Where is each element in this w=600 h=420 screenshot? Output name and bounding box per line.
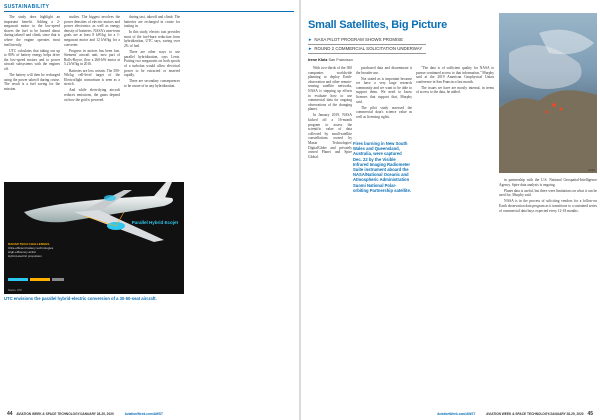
footer-url[interactable]: AviationWeek.com/AWST [437, 412, 476, 416]
left-column-6 [4, 310, 184, 408]
fire-spot-shape [546, 111, 549, 114]
right-footer [437, 411, 596, 417]
deck-bullet: ► ROUND 2 COMMERCIAL SOLICITATION UNDERWAY [308, 45, 426, 54]
left-footer [4, 411, 163, 417]
left-column-1 [4, 15, 60, 180]
footer-url[interactable]: AviationWeek.com/AWST [124, 412, 163, 416]
key-swatch [52, 278, 64, 281]
parallel-hybrid-figure [4, 182, 184, 294]
body-paragraph: There are secondary consequences to be aware of in any hybridization. [124, 79, 180, 88]
body-paragraph: The study does highlight an important benefit. Adding a 2-megawatt motor to the low-speed shaves the fuel to be burned about during takeoff and climb, since that is where the engine operates most inefficiently. [4, 15, 60, 47]
left-column-3 [188, 182, 296, 408]
left-column-2 [64, 15, 120, 180]
fire-spot-shape [560, 108, 563, 111]
photo-credit: NASA [588, 169, 595, 172]
fire-spot-shape [552, 103, 556, 107]
right-page [300, 0, 600, 420]
body-paragraph: Batteries are less certain. The 500-Wh/kg cell-level target of the Electroflight consortium is seen as a stretch. [64, 68, 120, 87]
body-paragraph: The issues we have are mostly internal, in terms of access to the data, he added. [416, 85, 494, 95]
figure-source: Source: UTC [8, 289, 22, 292]
body-paragraph: The battery will then be recharged using the power takeoff during cruise. The result is a fuel saving for the mission. [4, 73, 60, 91]
right-column-5 [356, 200, 412, 406]
left-column-4 [124, 15, 180, 180]
deck-bullets [308, 36, 426, 54]
body-paragraph: There are other ways to use parallel hybridization, says Lents. Putting two megawatts on both spools of a turbofan would allow electrical power to be extracted or inserted rapidly. [124, 50, 180, 78]
body-paragraph: Not stated as is important because we have a very large research community and we want to be able to support them. We need to know licenses that support that, Murphy said. [356, 76, 412, 104]
body-paragraph: Progress in motors has been fast. Siemens' aircraft unit, now part of Rolls-Royce, flew a 260-kW motor at 5.2 kW/kg in 2016. [64, 48, 120, 67]
legend-line: High-efficiency airfoil [8, 250, 36, 254]
energy-key-graphic [8, 276, 66, 288]
body-paragraph: NASA is in the process of soliciting vendors for a follow-on Earth observation data program as it transitions to a sustained series of commercial data buys expected every 12-18 months. [499, 199, 597, 213]
body-paragraph: "The data is of sufficient quality for NASA to pursue continued access to that information," Murphy said at the 2019 American Geophysical Union conference in San Francisco last month. [416, 66, 494, 84]
article-headline: Small Satellites, Big Picture [308, 19, 448, 31]
section-label: SUSTAINABILITY [4, 4, 50, 10]
body-paragraph: The pilot study assessed the commercial data's science value as well as licensing rights. [356, 105, 412, 119]
body-paragraph: In January 2019, NASA kicked off a 16-month program to assess the scientific value of data collected by small-satellite constellations owned by Maxar Technologies' DigitalGlobe and privately owned Planet and Spire Global. [308, 113, 352, 159]
figure-caption: UTC envisions the parallel hybrid-electric conversion of a 30-50-seat aircraft. [4, 296, 157, 301]
right-column-1 [308, 66, 352, 406]
body-paragraph: Planet data is useful, but there were limitations on what it can be used for, Murphy said. [499, 188, 597, 198]
deck-bullet: ► NASA PILOT PROGRAM SHOWS PROMISE [308, 36, 426, 45]
body-paragraph: studies. The biggest involves the power densities of electric motors and power electronics as well as energy density of batteries. NASA's near-term goals are at least 8 kW/kg for a 1-megawatt motor and 12 kW/kg for a converter. [64, 15, 120, 47]
publication-line: AVIATION WEEK & SPACE TECHNOLOGY/JANUARY 28-29, 2020 [16, 412, 114, 416]
figure-title: Parallel Hybrid Ecojet [131, 220, 178, 225]
byline [308, 58, 353, 62]
legend-title: RADAR TECH CHALLENGES [8, 242, 50, 246]
body-paragraph: in partnership with the U.S. National Geospatial-Intelligence Agency. Spire data analysis is ongoing. [499, 178, 597, 187]
triangle-icon: ► [308, 46, 313, 51]
engine-shape [104, 195, 116, 201]
body-paragraph: purchased data and disseminate it the broader use. [356, 66, 412, 75]
page-number: 45 [587, 411, 593, 417]
body-paragraph: In this study, electric taxi provides most of the fuel-burn reduction from hybridization, UTC says, saving over 2% of fuel. [124, 30, 180, 49]
land-shape [499, 90, 597, 173]
key-swatch [8, 278, 28, 281]
body-paragraph: UTC calculates that taking out up to 80% of battery energy helps drive the low-speed motors and to power aircraft subsystems with the engines off. [4, 48, 60, 72]
top-rule [4, 11, 294, 12]
satellite-photo [499, 13, 597, 173]
page-number: 44 [7, 411, 13, 417]
left-column-5 [188, 15, 296, 180]
body-paragraph: And while electrifying aircraft reduces emissions, the gains depend on how the grid is powered. [64, 88, 120, 102]
body-paragraph: during taxi, takeoff and climb. The batteries are recharged in cruise for taxiing in. [124, 15, 180, 29]
body-paragraph: With two-thirds of the 300 companies worldwide planning to deploy Earth-observation and other remote-sensing satellite networks, NASA is stepping up efforts to evaluate how to use commercial data for ongoing observations of the changing planet. [308, 66, 352, 112]
right-column-3 [416, 66, 494, 406]
right-column-4 [499, 178, 597, 406]
legend-line: Hybrid-electric propulsion [8, 254, 42, 258]
byline-author: Irene Klotz [308, 58, 328, 62]
publication-line: AVIATION WEEK & SPACE TECHNOLOGY/JANUARY 28-29, 2020 [486, 412, 584, 416]
figure-legend [8, 242, 53, 258]
triangle-icon: ► [308, 37, 313, 42]
legend-line: Ultra-efficient battery technologies [8, 246, 54, 250]
satellite-image-graphic [499, 13, 597, 173]
key-swatch [30, 278, 50, 281]
right-column-2 [356, 66, 412, 138]
pull-quote-caption: Fires burning in New South Wales and Queensland, Australia, were captured Dec. 22 by the Visible Infrared Imaging Radiometer Suite instrument aboard the NASA/National Oceanic and Atmospheric Administration Suomi National Polar-orbiting Partnership satellite. [353, 141, 411, 193]
byline-place: San Francisco [328, 58, 353, 62]
